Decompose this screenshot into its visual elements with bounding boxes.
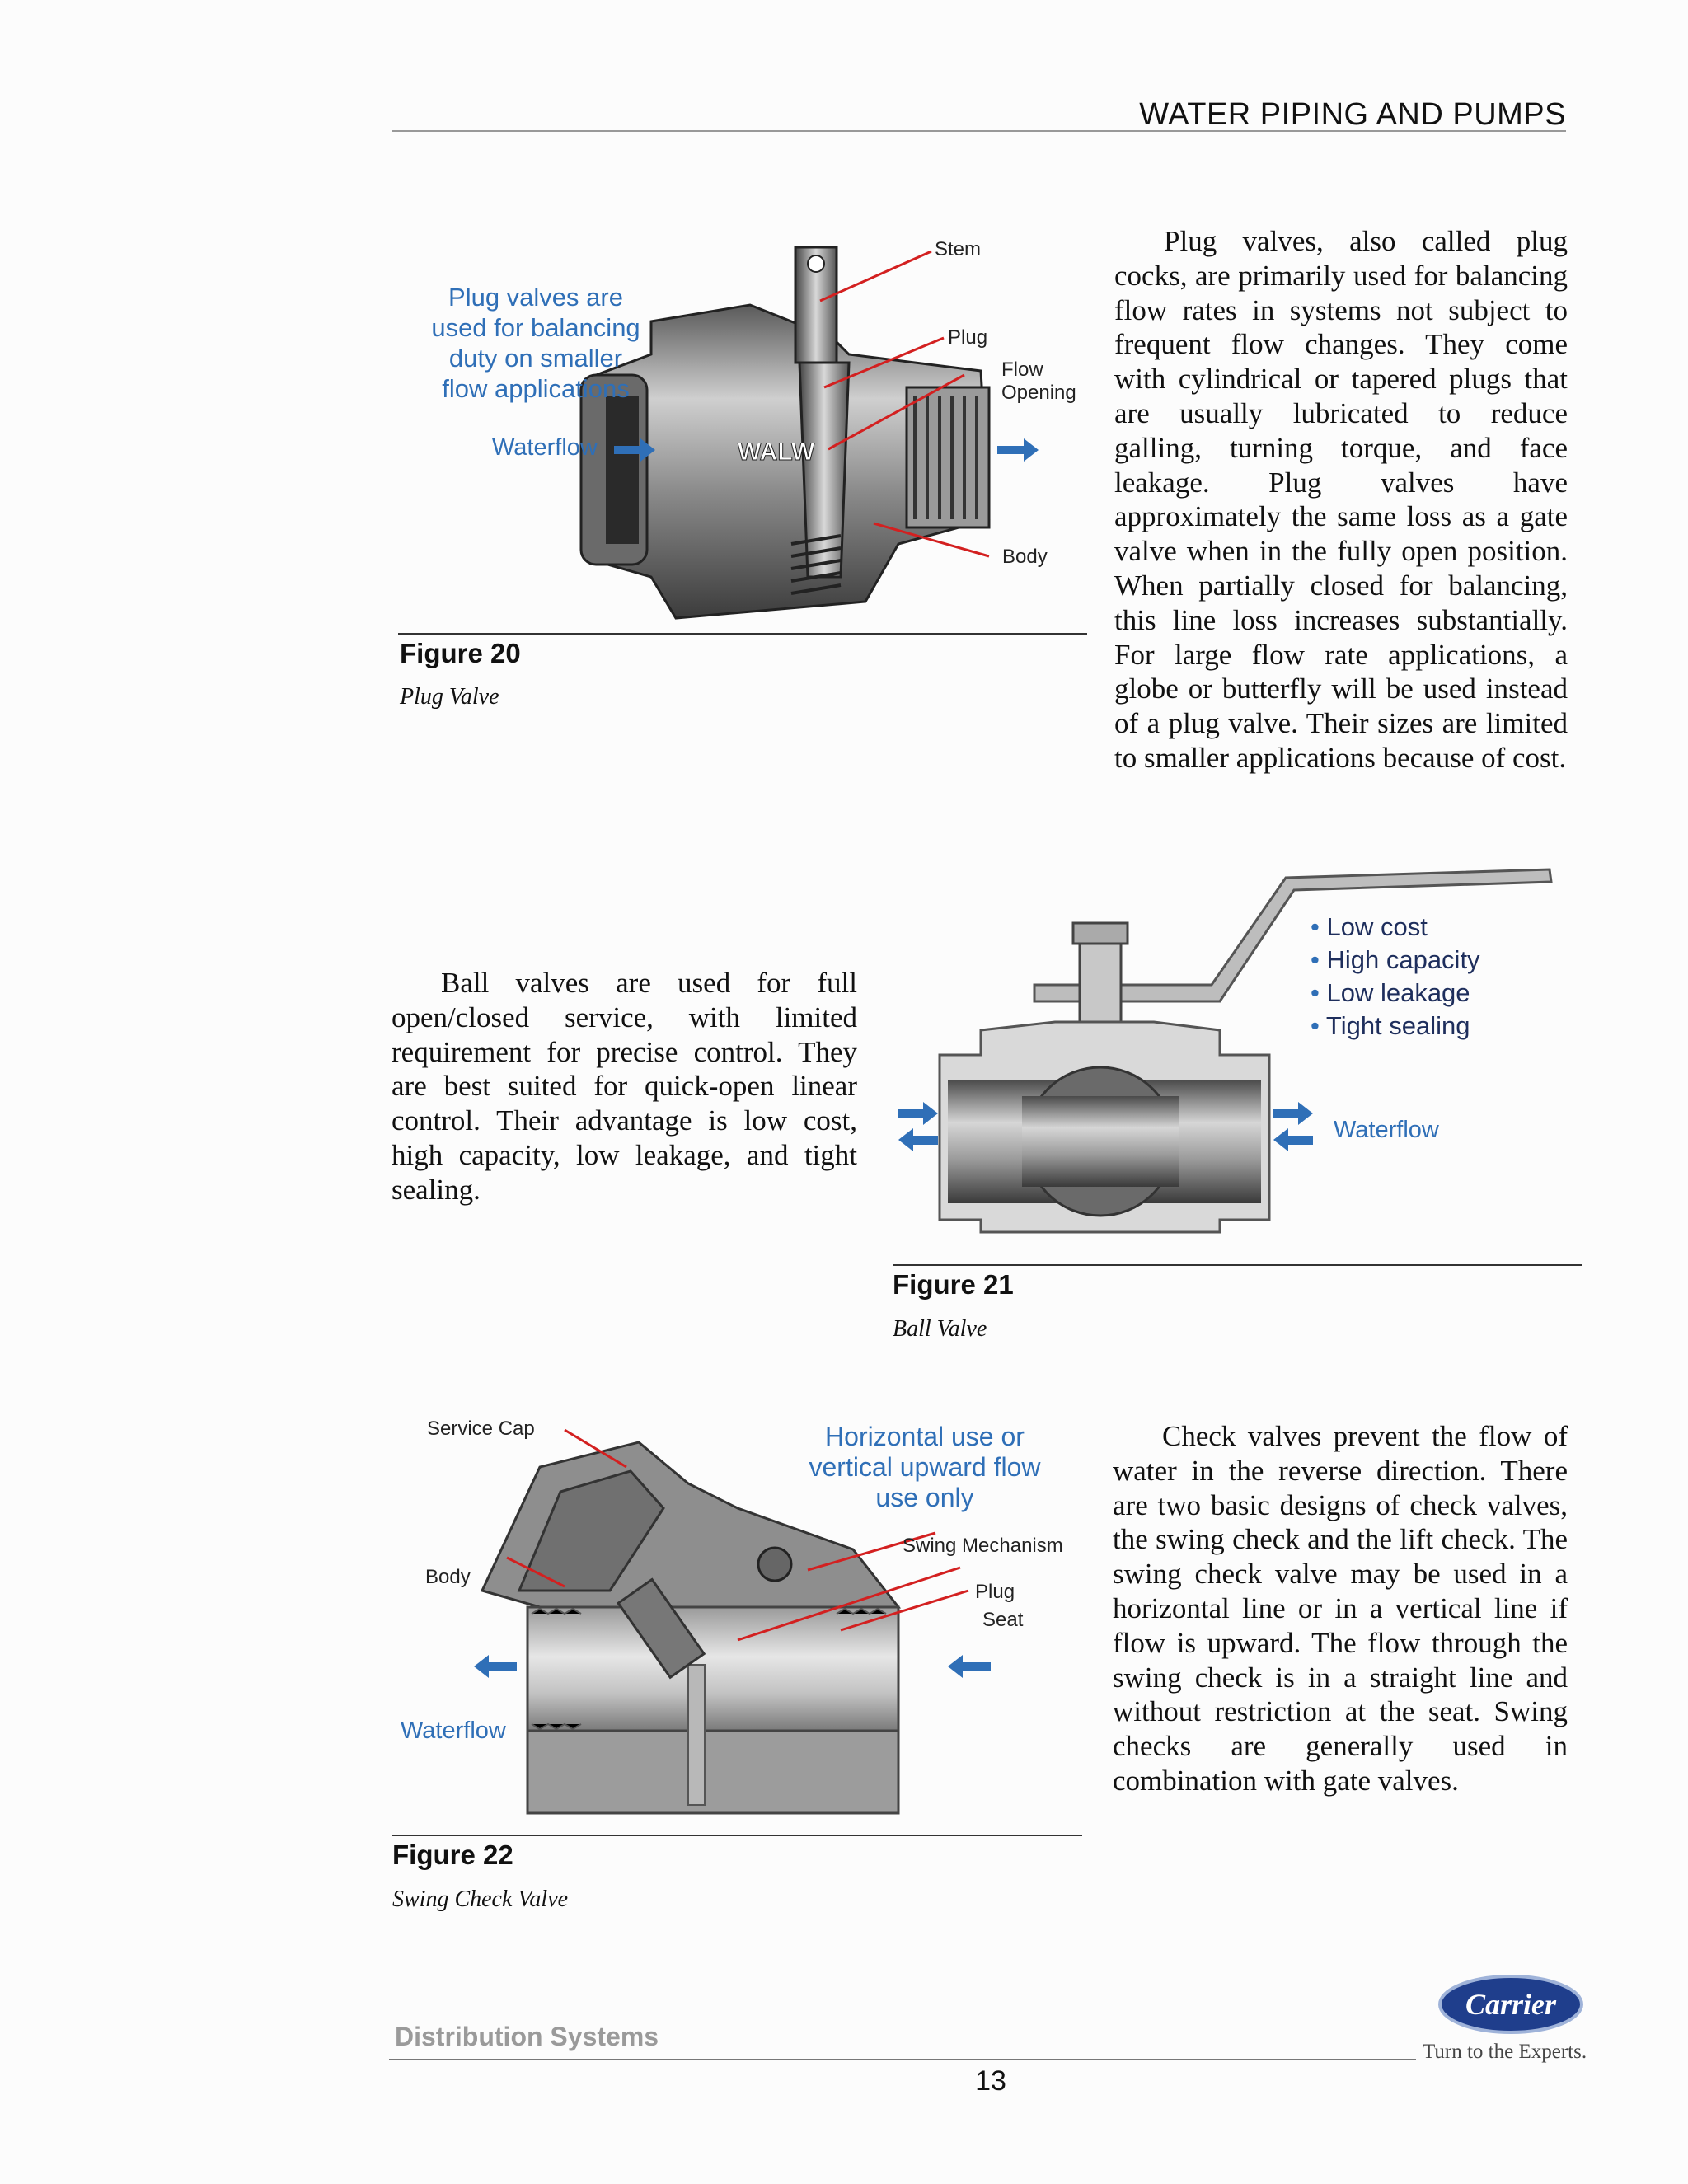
carrier-logo [1438, 1974, 1587, 2040]
page-number: 13 [975, 2065, 1006, 2097]
figure-20-callout-line-2: used for balancing [431, 313, 640, 342]
figure-20-flow-opening-label [1001, 359, 1076, 405]
figure-21-caption: Ball Valve [893, 1316, 987, 1342]
figure-22-callout-line-1: Horizontal use or [825, 1422, 1025, 1451]
figure-20-callout [412, 282, 659, 404]
ball-valve-paragraph [392, 966, 857, 1207]
plug-valve-paragraph-text: Plug valves, also called plug cocks, are primarily used for balancing flow rates in systems not subject to frequent flow changes. They come with cylindrical or tapered plugs that are usually lubricated to reduce galling, turning torque, and face leakage. Plug valves have approximately the same loss as a gate valve when in the fully open position. When partially closed for balancing, this line loss increases substantially. For large flow rate applications, a globe or butterfly will be used instead of a plug valve. Their sizes are limited to smaller applications because of cost. [1114, 225, 1568, 774]
figure-22-title: Figure 22 [392, 1840, 513, 1870]
figure-21-bullet-list [1311, 911, 1480, 1043]
figure-21-bullet-item: • Tight sealing [1311, 1011, 1470, 1040]
figure-20-body-label: Body [1002, 546, 1048, 568]
figure-20-stem-label: Stem [935, 238, 982, 260]
figure-21-bullet-item: • High capacity [1311, 945, 1480, 974]
figure-22-caption: Swing Check Valve [392, 1886, 569, 1912]
footer-rule [389, 2059, 1416, 2060]
figure-20-callout-line-4: flow applications [442, 374, 630, 403]
footer-section-label: Distribution Systems [395, 2022, 659, 2051]
figure-21-bullet-text: Low leakage [1326, 978, 1470, 1007]
header-rule [392, 130, 1566, 132]
check-valve-paragraph [1113, 1419, 1568, 1798]
figure-20-flow-opening-line-1: Flow [1001, 359, 1043, 381]
figure-20-callout-line-3: duty on smaller [448, 344, 623, 373]
figure-21-bullet-item: • Low leakage [1311, 978, 1470, 1007]
figure-22-swing-mechanism-label: Swing Mechanism [903, 1535, 1063, 1557]
figure-20-plug-label: Plug [948, 326, 988, 349]
footer-tagline: Turn to the Experts. [1423, 2041, 1587, 2063]
figure-21-bullet-item: • Low cost [1311, 912, 1428, 941]
figure-21-bullet-text: Tight sealing [1325, 1011, 1470, 1040]
figure-22-callout-line-3: use only [875, 1483, 974, 1512]
figure-20-flow-opening-line-2: Opening [1001, 382, 1076, 404]
figure-20-rule [398, 633, 1087, 635]
ball-valve-paragraph-text: Ball valves are used for full open/closed service, with limited requirement for precise control. They are best suited for quick-open linear control. Their advantage is low cost, high capacity, low leakage, and tight sealing. [392, 967, 857, 1206]
figure-22-callout-line-2: vertical upward flow [809, 1452, 1041, 1482]
figure-22-callout [773, 1422, 1076, 1513]
check-valve-paragraph-text: Check valves prevent the flow of water in the reverse direction. There are two basic designs of check valves, the swing check and the lift check. The swing check valve may be used in a horizontal line or in a vertical line if flow is upward. The flow through the swing check is in a straight line and without restriction at the seat. Swing checks are generally used in combination with gate valves. [1113, 1420, 1568, 1797]
figure-22-service-cap-label: Service Cap [427, 1418, 535, 1440]
figure-22-waterflow-label: Waterflow [401, 1718, 506, 1744]
figure-22-body-label: Body [425, 1566, 471, 1588]
plug-valve-paragraph [1114, 224, 1568, 776]
plug-valve-brand: WALW [738, 438, 815, 466]
carrier-logo-icon [1438, 1974, 1587, 2040]
figure-22-plug-label: Plug [975, 1581, 1015, 1603]
carrier-logo-text: Carrier [1465, 1988, 1557, 2021]
figure-21-title: Figure 21 [893, 1269, 1014, 1300]
figure-21-waterflow-label: Waterflow [1334, 1117, 1439, 1143]
figure-20-caption: Plug Valve [400, 684, 499, 710]
figure-21-rule [893, 1264, 1582, 1266]
figure-22-rule [392, 1835, 1082, 1836]
figure-22-seat-label: Seat [982, 1609, 1024, 1631]
page-header-title: WATER PIPING AND PUMPS [1139, 97, 1566, 132]
figure-21-bullet-text: High capacity [1326, 945, 1480, 974]
figure-21-bullet-text: Low cost [1326, 912, 1428, 941]
figure-20-title: Figure 20 [400, 638, 521, 668]
figure-20-waterflow-label: Waterflow [492, 434, 598, 461]
figure-20-callout-line-1: Plug valves are [448, 283, 623, 312]
